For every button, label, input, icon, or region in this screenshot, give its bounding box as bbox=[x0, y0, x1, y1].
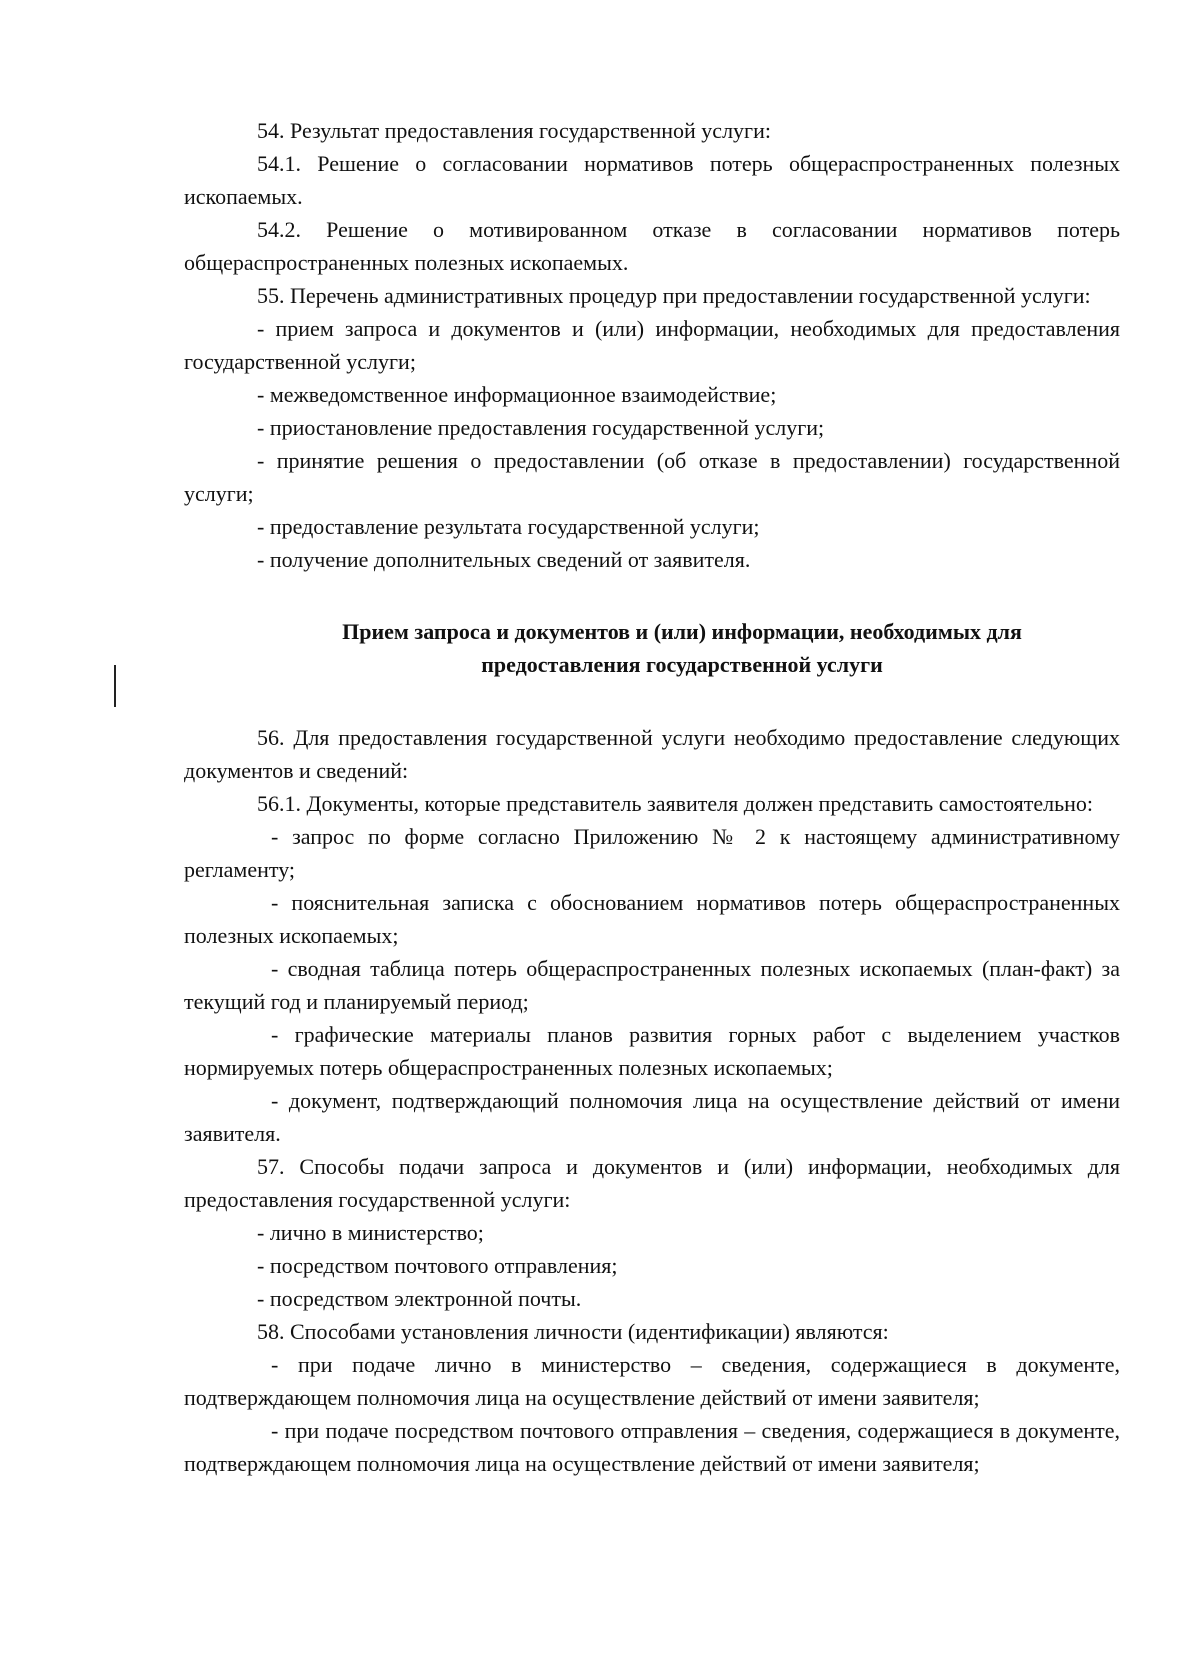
margin-mark bbox=[114, 665, 116, 707]
list-item: - посредством почтового отправления; bbox=[257, 1253, 618, 1278]
paragraph-58: 58. Способами установления личности (идентификации) являются: bbox=[257, 1319, 889, 1344]
document-body bbox=[184, 114, 1120, 1480]
list-item: - посредством электронной почты. bbox=[257, 1286, 582, 1311]
section-heading-line-1: Прием запроса и документов и (или) информации, необходимых для bbox=[342, 619, 1022, 644]
paragraph-54-1: 54.1. Решение о согласовании нормативов потерь общераспространенных полезных ископаемых. bbox=[184, 151, 1120, 209]
list-item: - получение дополнительных сведений от заявителя. bbox=[257, 547, 751, 572]
paragraph-54: 54. Результат предоставления государственной услуги: bbox=[257, 118, 771, 143]
paragraph-55: 55. Перечень административных процедур при предоставлении государственной услуги: bbox=[257, 283, 1091, 308]
list-item: - при подаче лично в министерство – сведения, содержащиеся в документе, подтверждающем полномочия лица на осуществление действий от имени заявителя; bbox=[184, 1352, 1120, 1410]
list-item: - сводная таблица потерь общераспространенных полезных ископаемых (план-факт) за текущий год и планируемый период; bbox=[184, 956, 1120, 1014]
list-item: - пояснительная записка с обоснованием нормативов потерь общераспространенных полезных ископаемых; bbox=[184, 890, 1120, 948]
paragraph-54-2: 54.2. Решение о мотивированном отказе в согласовании нормативов потерь общераспространенных полезных ископаемых. bbox=[184, 217, 1120, 275]
paragraph-56-1: 56.1. Документы, которые представитель заявителя должен представить самостоятельно: bbox=[257, 791, 1094, 816]
section-heading bbox=[184, 615, 1120, 681]
paragraph-57: 57. Способы подачи запроса и документов и (или) информации, необходимых для предоставления государственной услуги: bbox=[184, 1154, 1120, 1212]
list-item: - межведомственное информационное взаимодействие; bbox=[257, 382, 777, 407]
list-item: - приостановление предоставления государственной услуги; bbox=[257, 415, 825, 440]
paragraph-56: 56. Для предоставления государственной услуги необходимо предоставление следующих документов и сведений: bbox=[184, 725, 1120, 783]
section-heading-line-2: предоставления государственной услуги bbox=[481, 652, 883, 677]
list-item: - графические материалы планов развития горных работ с выделением участков нормируемых потерь общераспространенных полезных ископаемых; bbox=[184, 1022, 1120, 1080]
list-item: - предоставление результата государственной услуги; bbox=[257, 514, 760, 539]
list-item: - лично в министерство; bbox=[257, 1220, 484, 1245]
list-item: - принятие решения о предоставлении (об отказе в предоставлении) государственной услуги; bbox=[184, 448, 1120, 506]
list-item: - запрос по форме согласно Приложению № 2 к настоящему административному регламенту; bbox=[184, 824, 1120, 882]
list-item: - прием запроса и документов и (или) информации, необходимых для предоставления государственной услуги; bbox=[184, 316, 1120, 374]
list-item: - документ, подтверждающий полномочия лица на осуществление действий от имени заявителя. bbox=[184, 1088, 1120, 1146]
list-item: - при подаче посредством почтового отправления – сведения, содержащиеся в документе, подтверждающем полномочия лица на осуществление действий от имени заявителя; bbox=[184, 1418, 1120, 1476]
